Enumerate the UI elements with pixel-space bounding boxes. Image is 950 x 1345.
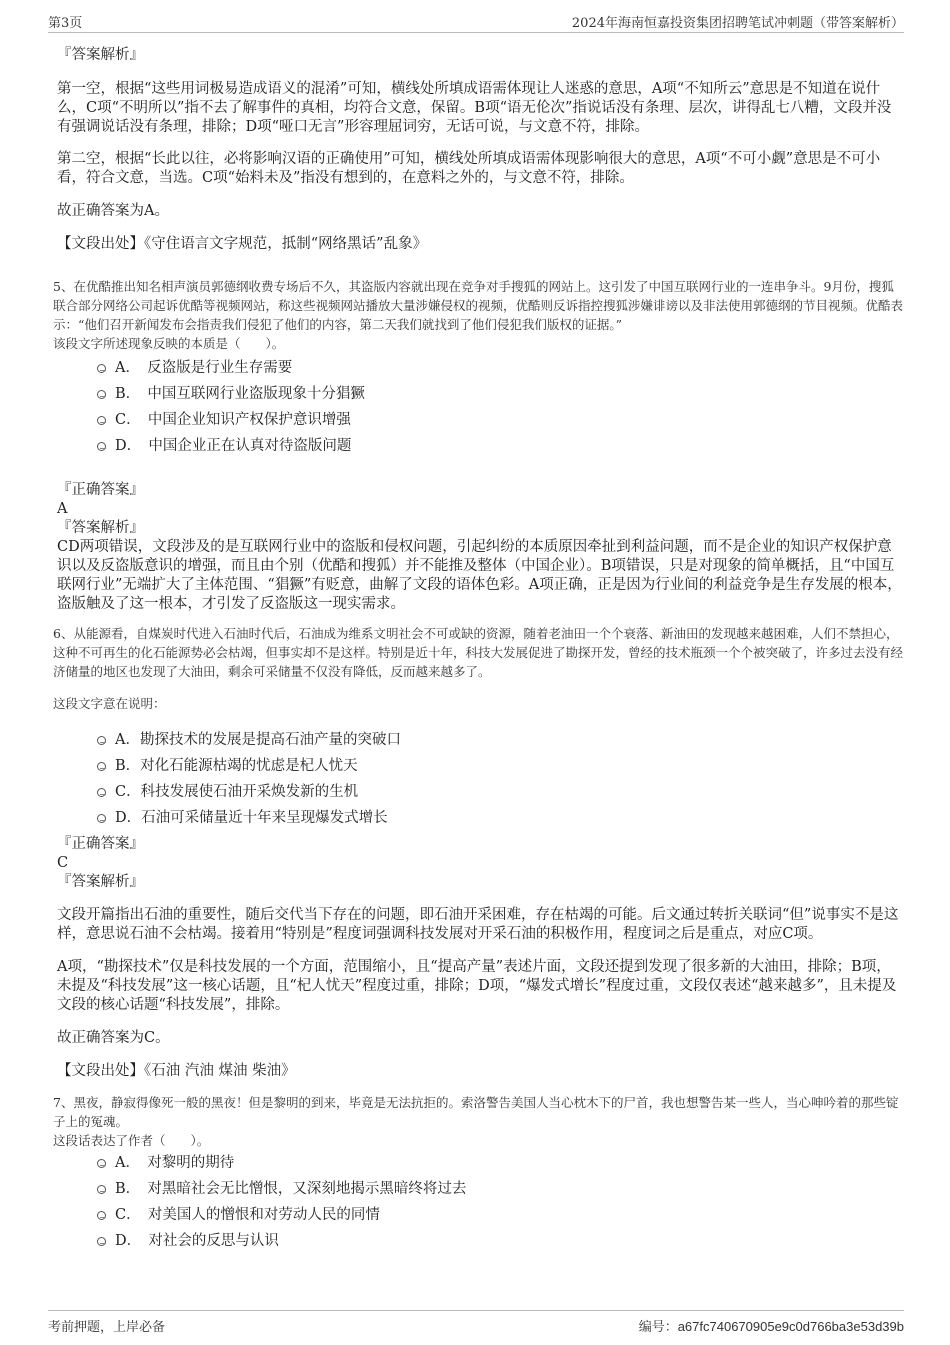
q7-question: 这段话表达了作者（ ）。 (53, 1133, 210, 1148)
q6-option-a[interactable]: A．勘探技术的发展是提高石油产量的突破口 (57, 727, 904, 753)
q6-option-d[interactable]: D．石油可采储量近十年来呈现爆发式增长 (57, 805, 904, 831)
q5-option-d[interactable]: D． 中国企业正在认真对待盗版问题 (57, 433, 904, 459)
q5-answer: A (57, 501, 68, 517)
radio-icon[interactable] (97, 762, 106, 771)
page-content (53, 46, 904, 1254)
q4-analysis-label: 『答案解析』 (57, 47, 144, 63)
document-id: 编号：a67fc740670905e9c0d766ba3e53d39b (638, 1319, 904, 1334)
document-title: 2024年海南恒嘉投资集团招聘笔试冲刺题（带答案解析） (571, 16, 904, 31)
q5-answer-label: 『正确答案』 (57, 482, 144, 498)
q5-analysis: CD两项错误，文段涉及的是互联网行业中的盗版和侵权问题，引起纠纷的本质原因牵扯到利益问题，而不是企业的知识产权保护意识以及反盗版意识的增强，而且由个别（优酷和搜狐）并不能推及整体（中国企业）。B项错误，只是对现象的简单概括，且“中国互联网行业”无端扩大了主体范围、“猖獗”有贬意，曲解了文段的语体色彩。A项正确，正是因为行业间的利益竞争是生存发展的根本，盗版触及了这一根本，才引发了反盗版这一现实需求。 (57, 539, 902, 612)
radio-icon[interactable] (97, 416, 106, 425)
q7-stem: 7、黑夜，静寂得像死一般的黑夜！但是黎明的到来，毕竟是无法抗拒的。索洛警告美国人当心枕木下的尸首，我也想警告某一些人，当心呻吟着的那些锭子上的冤魂。 (53, 1095, 899, 1129)
q5-question: 该段文字所述现象反映的本质是（ ）。 (53, 336, 285, 351)
q5-option-a[interactable]: A． 反盗版是行业生存需要 (57, 355, 904, 381)
page-footer (48, 1310, 904, 1333)
q6-source: 【文段出处】《石油 汽油 煤油 柴油》 (57, 1063, 296, 1079)
q4-source: 【文段出处】《守住语言文字规范，抵制“网络黑话”乱象》 (57, 236, 428, 252)
q5-option-c[interactable]: C． 中国企业知识产权保护意识增强 (57, 407, 904, 433)
radio-icon[interactable] (97, 390, 106, 399)
q6-analysis-para2: A项，“勘探技术”仅是科技发展的一个方面，范围缩小，且“提高产量”表述片面，文段还提到发现了很多新的大油田，排除；B项，未提及“科技发展”这一核心话题，且“杞人忧天”程度过重，排除；D项，“爆发式增长”程度过重，文段仅表述“越来越多”，且未提及文段的核心话题“科技发展”，排除。 (57, 959, 897, 1013)
radio-icon[interactable] (97, 736, 106, 745)
q7-option-c[interactable]: C． 对美国人的憎恨和对劳动人民的同情 (57, 1202, 904, 1228)
radio-icon[interactable] (97, 1159, 106, 1168)
radio-icon[interactable] (97, 1185, 106, 1194)
q6-answer: C (57, 855, 69, 871)
q5-analysis-label: 『答案解析』 (57, 520, 144, 536)
q4-analysis-para1: 第一空，根据“这些用词极易造成语义的混淆”可知，横线处所填成语需体现让人迷惑的意思，A项“不知所云”意思是不知道在说什么，C项“不明所以”指不去了解事件的真相，均符合文意，保留。B项“语无伦次”指说话没有条理、层次，讲得乱七八糟，文段并没有强调说话没有条理，排除；D项“哑口无言”形容理屈词穷，无话可说，与文意不符，排除。 (57, 81, 892, 135)
q7-option-a[interactable]: A． 对黎明的期待 (57, 1150, 904, 1176)
q6-analysis-para1: 文段开篇指出石油的重要性，随后交代当下存在的问题，即石油开采困难，存在枯竭的可能。后文通过转折关联词“但”说事实不是这样，意思说石油不会枯竭。接着用“特别是”程度词强调科技发展对开采石油的积极作用，程度词之后是重点，对应C项。 (57, 907, 899, 942)
page-header (48, 8, 904, 33)
q7-option-b[interactable]: B． 对黑暗社会无比憎恨，又深刻地揭示黑暗终将过去 (57, 1176, 904, 1202)
q6-conclusion: 故正确答案为C。 (57, 1030, 170, 1046)
q6-question: 这段文字意在说明： (53, 696, 166, 711)
q7-option-d[interactable]: D． 对社会的反思与认识 (57, 1228, 904, 1254)
q5-stem: 5、在优酷推出知名相声演员郭德纲收费专场后不久，其盗版内容就出现在竞争对手搜狐的网站上。这引发了中国互联网行业的一连串争斗。9月份，搜狐联合部分网络公司起诉优酷等视频网站，称这些视频网站播放大量涉嫌侵权的视频，优酷则反诉指控搜狐涉嫌诽谤以及非法使用郭德纲的节目视频。优酷表示：“他们召开新闻发布会指责我们侵犯了他们的内容，第二天我们就找到了他们侵犯我们版权的证据。” (53, 279, 904, 332)
footer-slogan: 考前押题，上岸必备 (48, 1320, 166, 1335)
radio-icon[interactable] (97, 1237, 106, 1246)
radio-icon[interactable] (97, 814, 106, 823)
q4-analysis-para2: 第二空，根据“长此以往，必将影响汉语的正确使用”可知，横线处所填成语需体现影响很大的意思，A项“不可小觑”意思是不可小看，符合文意，当选。C项“始料未及”指没有想到的，在意料之外的，与文意不符，排除。 (57, 151, 881, 186)
q5-option-b[interactable]: B． 中国互联网行业盗版现象十分猖獗 (57, 381, 904, 407)
radio-icon[interactable] (97, 788, 106, 797)
q6-option-b[interactable]: B．对化石能源枯竭的忧虑是杞人忧天 (57, 753, 904, 779)
radio-icon[interactable] (97, 1211, 106, 1220)
radio-icon[interactable] (97, 442, 106, 451)
q6-answer-label: 『正确答案』 (57, 836, 144, 852)
q6-option-c[interactable]: C．科技发展使石油开采焕发新的生机 (57, 779, 904, 805)
page-number: 第3页 (48, 16, 83, 31)
q6-analysis-label: 『答案解析』 (57, 874, 144, 890)
radio-icon[interactable] (97, 364, 106, 373)
q4-conclusion: 故正确答案为A。 (57, 203, 169, 219)
q6-stem: 6、从能源看，自煤炭时代进入石油时代后，石油成为维系文明社会不可或缺的资源，随着老油田一个个衰落、新油田的发现越来越困难，人们不禁担心，这种不可再生的化石能源势必会枯竭，但事实却不是这样。特别是近十年，科技大发展促进了勘探开发，曾经的技术瓶颈一个个被突破了，许多过去没有经济储量的地区也发现了大油田，剩余可采储量不仅没有降低，反而越来越多了。 (53, 626, 904, 679)
